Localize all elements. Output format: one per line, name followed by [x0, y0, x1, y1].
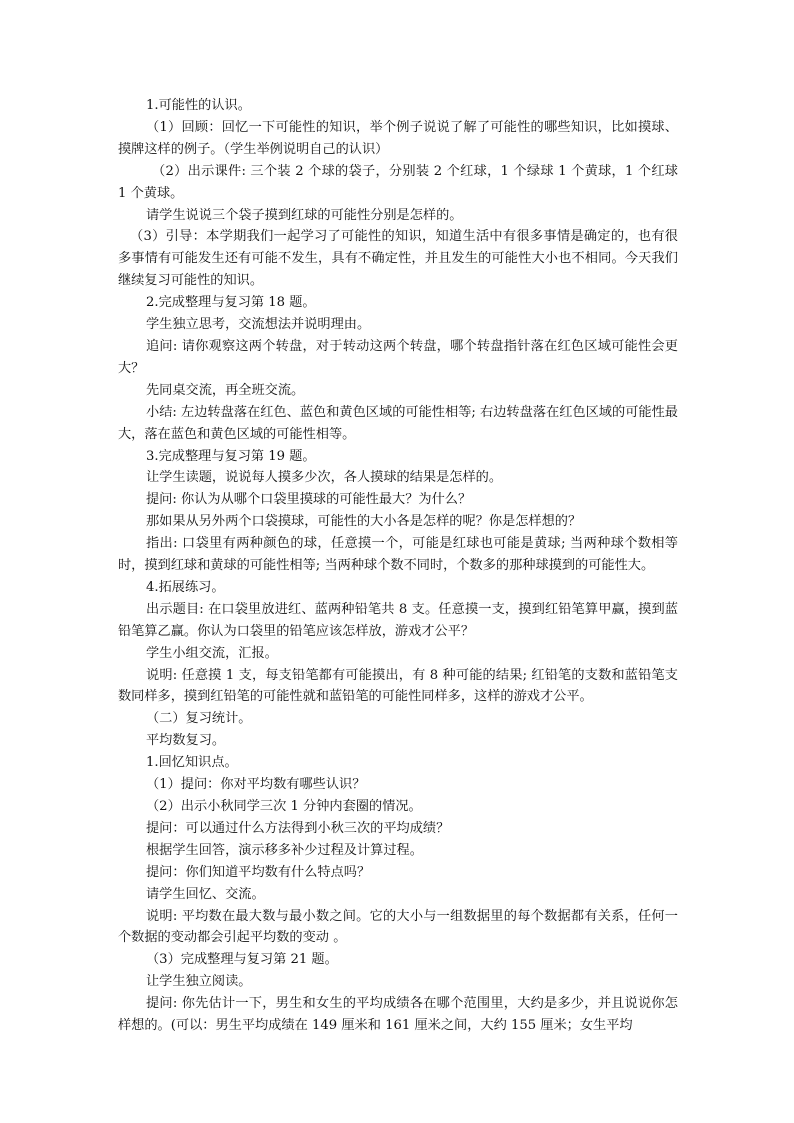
paragraph-17: 出示题目: 在口袋里放进红、蓝两种铅笔共 8 支。任意摸一支，摸到红铅笔算甲赢，摸到蓝铅笔算乙赢。你认为口袋里的铅笔应该怎样放，游戏才公平？ — [118, 601, 678, 639]
paragraph-21: 平均数复习。 — [146, 733, 226, 749]
paragraph-19: 说明: 任意摸 1 支，每支铅笔都有可能摸出，有 8 种可能的结果; 红铅笔的支数和蓝铅笔支数同样多，摸到红铅笔的可能性就和蓝铅笔的可能性同样多，这样的游戏才公平。 — [118, 667, 678, 705]
paragraph-12: 让学生读题，说说每人摸多少次，各人摸球的结果是怎样的。 — [146, 470, 503, 486]
paragraph-6: 2.完成整理与复习第 18 题。 — [146, 295, 316, 311]
paragraph-16: 4.拓展练习。 — [146, 579, 225, 595]
paragraph-4: 请学生说说三个袋子摸到红球的可能性分别是怎样的。 — [146, 207, 463, 223]
paragraph-5: （3）引导：本学期我们一起学习了可能性的知识，知道生活中有很多事情是确定的，也有很多事情有可能发生还有可能不发生，具有不确定性，并且发生的可能性大小也不相同。今天我们继续复习可能性的知识。 — [118, 229, 678, 289]
paragraph-29: 说明: 平均数在最大数与最小数之间。它的大小与一组数据里的每个数据都有关系，任何一个数据的变动都会引起平均数的变动 。 — [118, 908, 678, 946]
paragraph-2: （1）回顾：回忆一下可能性的知识，举个例子说说了解了可能性的哪些知识，比如摸球、摸牌这样的例子。（学生举例说明自己的认识） — [118, 119, 678, 157]
paragraph-26: 根据学生回答，演示移多补少过程及计算过程。 — [146, 842, 423, 858]
paragraph-28: 请学生回忆、交流。 — [146, 886, 265, 902]
paragraph-31: 让学生独立阅读。 — [146, 974, 252, 990]
paragraph-27: 提问：你们知道平均数有什么特点吗？ — [146, 864, 371, 880]
paragraph-13: 提问: 你认为从哪个口袋里摸球的可能性最大？为什么？ — [146, 492, 472, 508]
paragraph-23: （1）提问：你对平均数有哪些认识？ — [146, 777, 366, 793]
paragraph-30: （3）完成整理与复习第 21 题。 — [146, 952, 338, 968]
paragraph-8: 追问: 请你观察这两个转盘，对于转动这两个转盘，哪个转盘指针落在红色区域可能性会更大？ — [118, 338, 678, 376]
paragraph-7: 学生独立思考，交流想法并说明理由。 — [146, 317, 371, 333]
paragraph-11: 3.完成整理与复习第 19 题。 — [146, 448, 316, 464]
paragraph-20: （二）复习统计。 — [146, 711, 252, 727]
paragraph-3: （2）出示课件: 三个装 2 个球的袋子，分别装 2 个红球，1 个绿球 1 个黄球，1 个红球 1 个黄球。 — [118, 163, 678, 201]
paragraph-10: 小结: 左边转盘落在红色、蓝色和黄色区域的可能性相等; 右边转盘落在红色区域的可能性最大，落在蓝色和黄色区域的可能性相等。 — [118, 404, 678, 442]
paragraph-14: 那如果从另外两个口袋摸球，可能性的大小各是怎样的呢？你是怎样想的？ — [146, 514, 582, 530]
document-body — [118, 95, 678, 1037]
paragraph-1: 1.可能性的认识。 — [146, 98, 251, 113]
paragraph-25: 提问：可以通过什么方法得到小秋三次的平均成绩？ — [146, 820, 450, 836]
paragraph-15: 指出: 口袋里有两种颜色的球，任意摸一个，可能是红球也可能是黄球; 当两种球个数相等时，摸到红球和黄球的可能性相等; 当两种球个数不同时，个数多的那种球摸到的可能性大。 — [118, 536, 678, 574]
paragraph-24: （2）出示小秋同学三次 1 分钟内套圈的情况。 — [146, 799, 422, 814]
paragraph-22: 1.回忆知识点。 — [146, 755, 238, 771]
paragraph-9: 先同桌交流，再全班交流。 — [146, 382, 305, 398]
paragraph-32: 提问: 你先估计一下，男生和女生的平均成绩各在哪个范围里，大约是多少，并且说说你怎样想的。(可以：男生平均成绩在 149 厘米和 161 厘米之间，大约 155 厘米；女生平均 — [118, 996, 678, 1034]
paragraph-18: 学生小组交流，汇报。 — [146, 645, 278, 661]
